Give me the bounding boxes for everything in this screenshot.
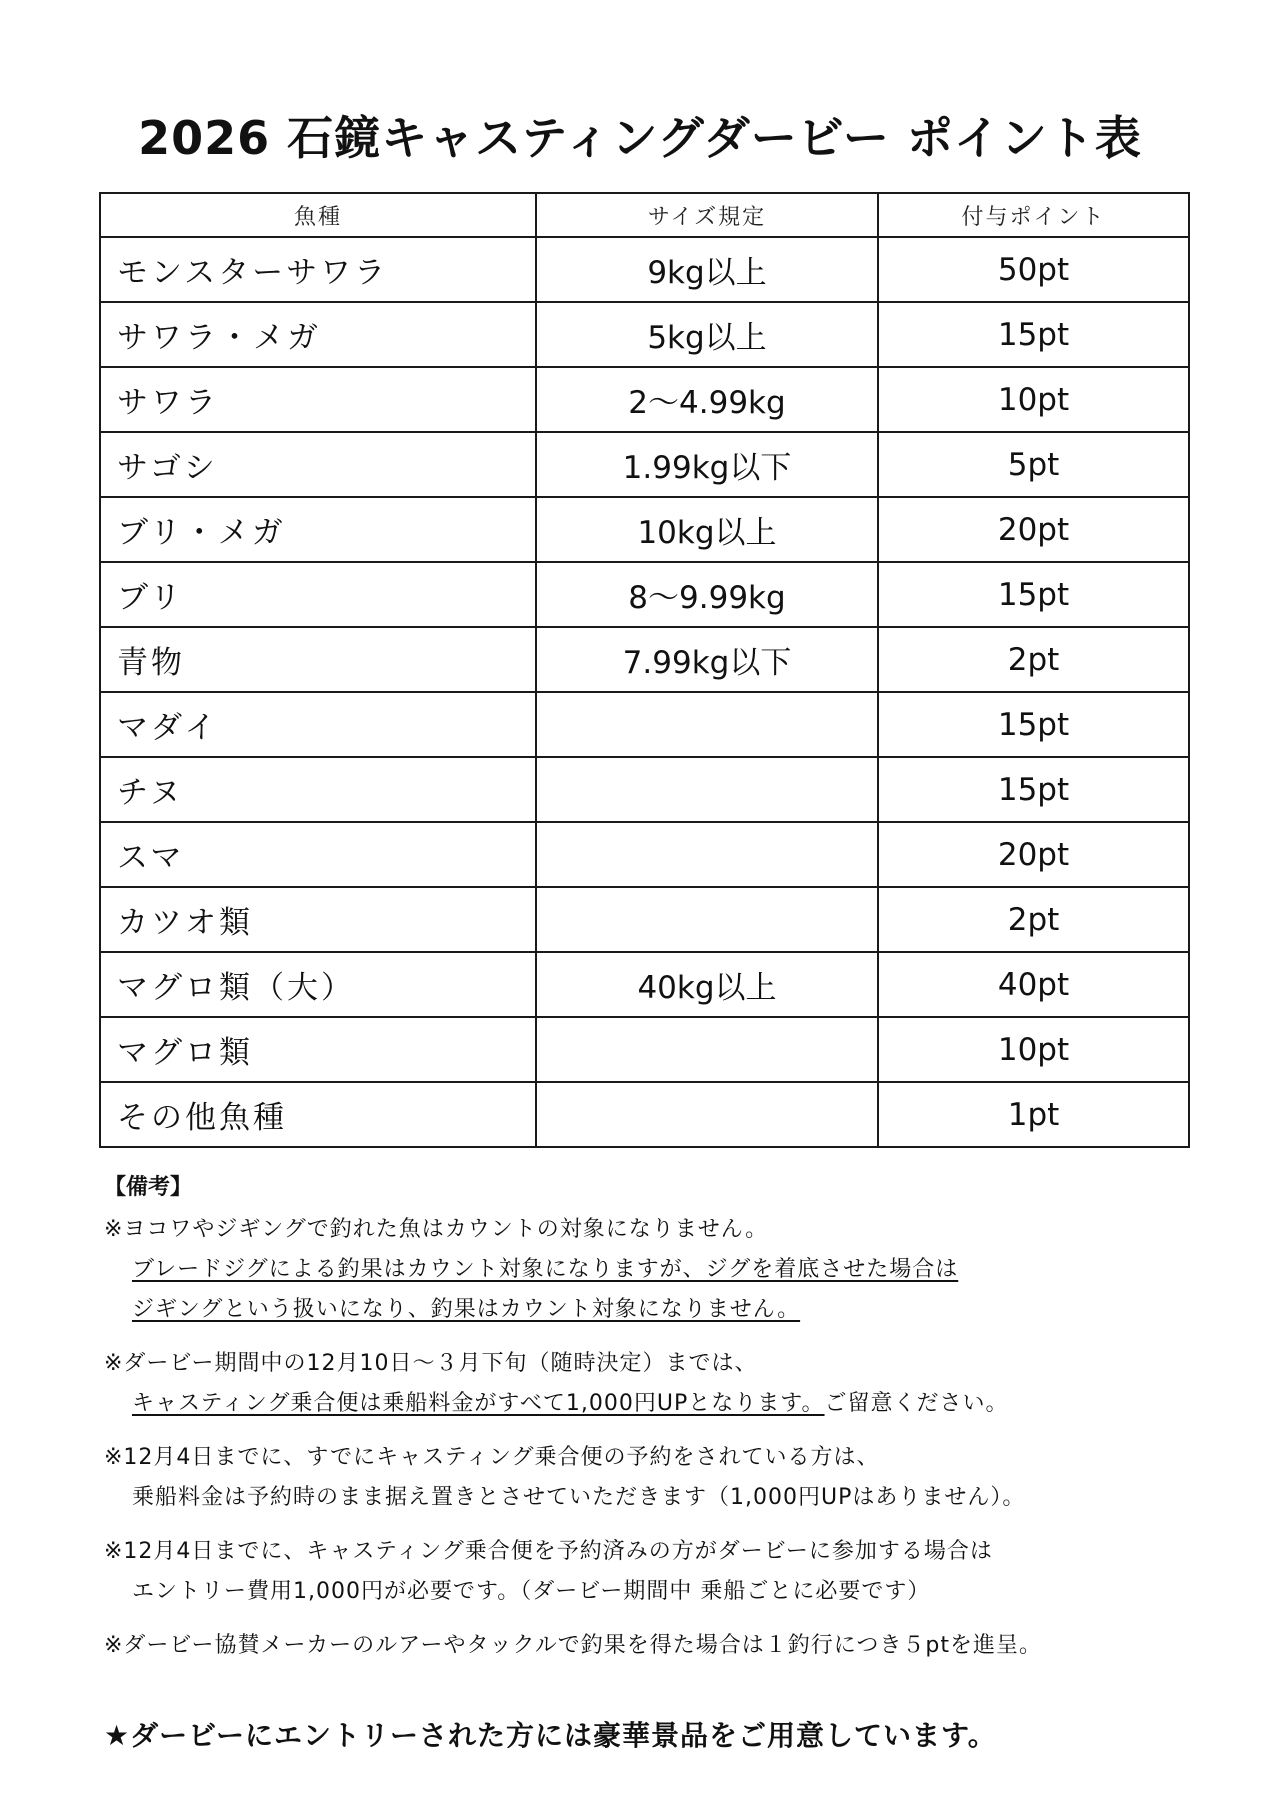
size-cell: 8〜9.99kg [536,562,878,627]
remark-line: エントリー費用1,000円が必要です。（ダービー期間中 乗船ごとに必要です） [132,1579,931,1604]
points-cell: 15pt [878,562,1189,627]
header-size-rule: サイズ規定 [536,193,878,237]
points-cell: 15pt [878,757,1189,822]
size-cell: 1.99kg以下 [536,432,878,497]
points-table [99,192,1190,1148]
points-cell: 10pt [878,1017,1189,1082]
points-cell: 10pt [878,367,1189,432]
points-cell: 1pt [878,1082,1189,1147]
header-species: 魚種 [100,193,536,237]
species-cell: ブリ [100,562,536,627]
species-cell: カツオ類 [100,887,536,952]
species-cell: モンスターサワラ [100,237,536,302]
document-title: 2026 石鏡キャスティングダービー ポイント表 [138,111,1142,165]
remark-line: ※ダービー期間中の12月10日〜３月下旬（随時決定）までは、 [104,1351,758,1376]
species-cell: サワラ [100,367,536,432]
size-cell: 5kg以上 [536,302,878,367]
header-points: 付与ポイント [878,193,1189,237]
table-row [100,562,1189,627]
table-row [100,1082,1189,1147]
size-cell [536,692,878,757]
remark-line-tail: ご留意ください。 [824,1391,1009,1416]
table-row [100,952,1189,1017]
size-cell: 2〜4.99kg [536,367,878,432]
species-cell: スマ [100,822,536,887]
remark-note-fare-increase [104,1344,1204,1424]
size-cell [536,1082,878,1147]
remark-note-jigging [104,1210,1204,1330]
remark-line: ※ダービー協賛メーカーのルアーやタックルで釣果を得た場合は１釣行につき５ptを進呈。 [104,1633,1042,1658]
size-cell: 40kg以上 [536,952,878,1017]
table-row [100,432,1189,497]
remark-line: 乗船料金は予約時のまま据え置きとさせていただきます（1,000円UPはありません）。 [132,1485,1026,1510]
size-cell [536,822,878,887]
table-row [100,237,1189,302]
table-row [100,1017,1189,1082]
remark-line-underlined: キャスティング乗合便は乗船料金がすべて1,000円UPとなります。 [132,1391,825,1416]
table-row [100,497,1189,562]
species-cell: マグロ類（大） [100,952,536,1017]
table-row [100,302,1189,367]
size-cell: 10kg以上 [536,497,878,562]
species-cell: サゴシ [100,432,536,497]
remark-line: ※12月4日までに、キャスティング乗合便を予約済みの方がダービーに参加する場合は [104,1539,993,1564]
table-row [100,822,1189,887]
remark-note-existing-reservations [104,1438,1204,1518]
remark-note-entry-fee [104,1532,1204,1612]
species-cell: 青物 [100,627,536,692]
points-cell: 50pt [878,237,1189,302]
remark-line: ※12月4日までに、すでにキャスティング乗合便の予約をされている方は、 [104,1445,880,1470]
remarks-heading: 【備考】 [104,1175,193,1200]
species-cell: チヌ [100,757,536,822]
remark-note-sponsor-bonus [104,1626,1204,1666]
species-cell: マダイ [100,692,536,757]
points-cell: 5pt [878,432,1189,497]
points-cell: 2pt [878,627,1189,692]
size-cell [536,887,878,952]
remarks-section [104,1168,1204,1680]
points-cell: 20pt [878,822,1189,887]
size-cell [536,1017,878,1082]
remark-line-underlined: ジギングという扱いになり、釣果はカウント対象になりません。 [132,1297,801,1322]
points-cell: 15pt [878,302,1189,367]
table-header-row [100,193,1189,237]
remark-line-underlined: ブレードジグによる釣果はカウント対象になりますが、ジグを着底させた場合は [132,1257,959,1282]
size-cell [536,757,878,822]
table-row [100,627,1189,692]
size-cell: 9kg以上 [536,237,878,302]
table-row [100,887,1189,952]
points-cell: 2pt [878,887,1189,952]
remark-line: ※ヨコワやジギングで釣れた魚はカウントの対象になりません。 [104,1217,769,1242]
size-cell: 7.99kg以下 [536,627,878,692]
points-cell: 20pt [878,497,1189,562]
species-cell: サワラ・メガ [100,302,536,367]
table-row [100,757,1189,822]
prize-announcement: ★ダービーにエントリーされた方には豪華景品をご用意しています。 [104,1719,997,1752]
points-cell: 40pt [878,952,1189,1017]
species-cell: マグロ類 [100,1017,536,1082]
species-cell: ブリ・メガ [100,497,536,562]
points-cell: 15pt [878,692,1189,757]
table-row [100,692,1189,757]
species-cell: その他魚種 [100,1082,536,1147]
table-row [100,367,1189,432]
